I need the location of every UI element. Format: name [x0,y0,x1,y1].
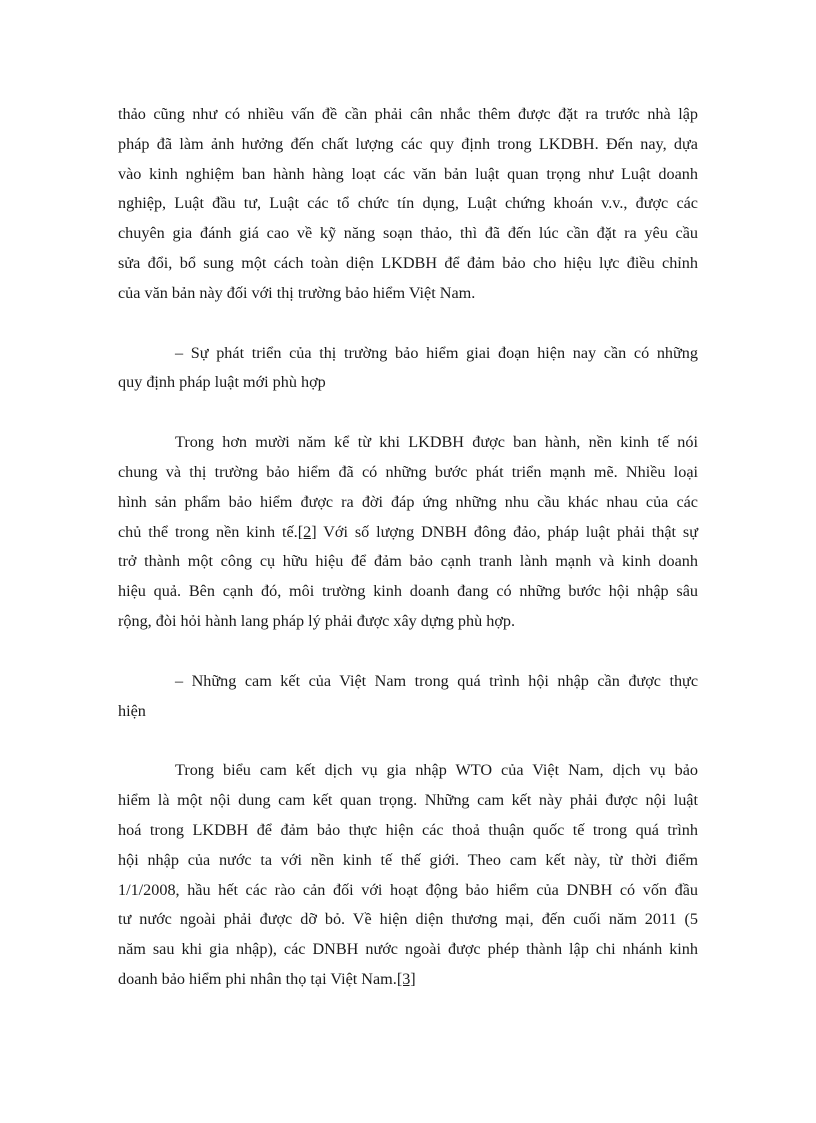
text-line: chung và thị trường bảo hiểm đã có những bước phát triển mạnh mẽ. Nhiều loại [118,462,698,481]
paragraph-market-development [118,428,698,637]
text-line: tư nước ngoài phải được dỡ bỏ. Về hiện diện thương mại, đến cuối năm 2011 (5 [118,910,698,929]
text-line: vào kinh nghiệm ban hành hàng loạt các văn bản luật quan trọng như Luật doanh [118,164,698,183]
text-segment: Với số lượng DNBH đông đảo, pháp luật phải thật sự [316,522,699,541]
text-segment: chủ thể trong nền kinh tế. [118,522,298,541]
text-line: 1/1/2008, hầu hết các rào cản đối với hoạt động bảo hiểm của DNBH có vốn đầu [118,880,698,899]
footnote-ref-2[interactable]: [2] [297,522,317,541]
text-line: hội nhập của nước ta với nền kinh tế thế giới. Theo cam kết này, từ thời điểm [118,850,698,869]
text-line: hoá trong LKDBH để đảm bảo thực hiện các thoả thuận quốc tế trong quá trình [118,820,698,839]
text-line-with-reference [118,518,698,548]
text-line: chuyên gia đánh giá cao về kỹ năng soạn thảo, thì đã đến lúc cần đặt ra yêu cầu [118,224,698,243]
text-line: trở thành một công cụ hữu hiệu để đảm bảo cạnh tranh lành mạnh và kinh doanh [118,552,698,571]
text-line: rộng, đòi hỏi hành lang pháp lý phải được xây dựng phù hợp. [118,611,516,630]
footnote-ref-3[interactable]: [3] [396,969,416,988]
text-line: – Những cam kết của Việt Nam trong quá trình hội nhập cần được thực [175,671,698,690]
text-line: Trong biểu cam kết dịch vụ gia nhập WTO của Việt Nam, dịch vụ bảo [175,761,698,780]
paragraph-market-development-heading [118,339,698,399]
text-line: – Sự phát triển của thị trường bảo hiểm giai đoạn hiện nay cần có những [175,343,698,362]
text-line: hiểm là một nội dung cam kết quan trọng. Những cam kết này phải được nội luật [118,791,698,810]
text-line: hiện [118,701,146,720]
text-line: sửa đổi, bổ sung một cách toàn diện LKDBH để đảm bảo cho hiệu lực điều chỉnh [118,253,698,272]
document-page [118,100,698,1025]
text-line: pháp đã làm ảnh hưởng đến chất lượng các quy định trong LKDBH. Đến nay, dựa [118,134,698,153]
text-line: Trong hơn mười năm kể từ khi LKDBH được ban hành, nền kinh tế nói [175,433,698,452]
text-line: quy định pháp luật mới phù hợp [118,373,326,392]
text-line: hình sản phẩm bảo hiểm được ra đời đáp ứng những nhu cầu khác nhau của các [118,492,698,511]
text-line: của văn bản này đối với thị trường bảo hiểm Việt Nam. [118,283,476,302]
paragraph-wto-commitments [118,756,698,994]
text-line: hiệu quả. Bên cạnh đó, môi trường kinh doanh đang có những bước hội nhập sâu [118,582,698,601]
text-line: thảo cũng như có nhiều vấn đề cần phải cân nhắc thêm được đặt ra trước nhà lập [118,105,698,123]
paragraph-commitments-heading [118,667,698,727]
text-line-with-reference [118,965,698,995]
paragraph-legislative-context [118,100,698,309]
text-segment: doanh bảo hiểm phi nhân thọ tại Việt Nam. [118,969,397,988]
text-line: năm sau khi gia nhập), các DNBH nước ngoài được phép thành lập chi nhánh kinh [118,940,698,959]
text-line: nghiệp, Luật đầu tư, Luật các tổ chức tín dụng, Luật chứng khoán v.v., được các [118,194,698,213]
